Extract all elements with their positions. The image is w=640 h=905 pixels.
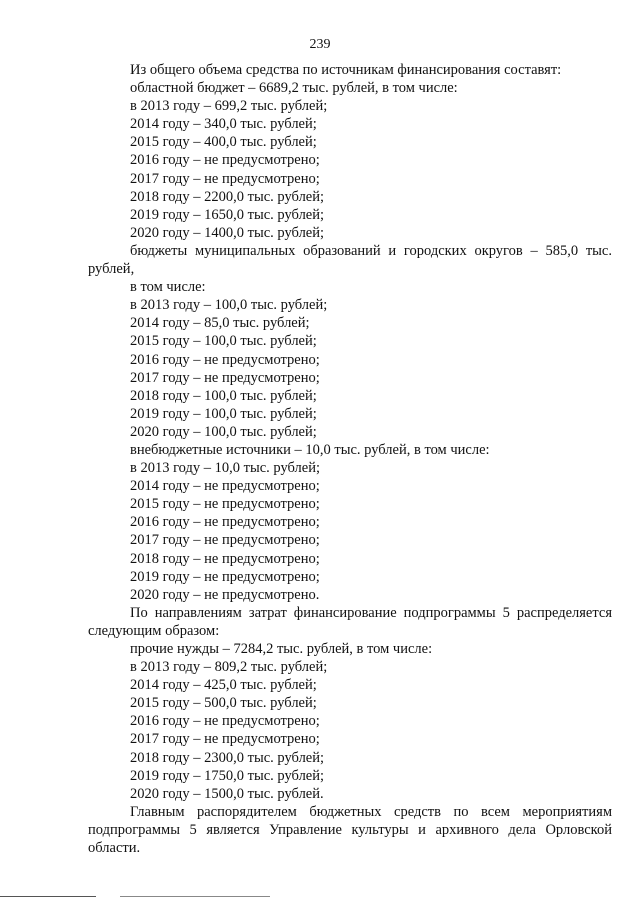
text-line: 2015 году – 400,0 тыс. рублей;	[130, 134, 317, 151]
text-line: 2020 году – 100,0 тыс. рублей;	[130, 423, 317, 440]
text-line: областной бюджет – 6689,2 тыс. рублей, в том числе:	[130, 80, 458, 97]
page-number: 239	[309, 37, 331, 52]
text-line: 2017 году – не предусмотрено;	[130, 731, 320, 748]
text-line: в 2013 году – 809,2 тыс. рублей;	[130, 659, 328, 676]
text-line: 2017 году – не предусмотрено;	[130, 170, 320, 187]
text-line: 2018 году – 2200,0 тыс. рублей;	[130, 188, 325, 205]
text-line: 2019 году – 1750,0 тыс. рублей;	[130, 767, 325, 784]
paragraph-cost-directions: По направлениям затрат финансирование подпрограммы 5 распределяется следующим образом:	[88, 604, 612, 639]
text-line: Из общего объема средства по источникам финансирования составят:	[130, 62, 562, 78]
text-line: 2016 году – не предусмотрено;	[130, 351, 320, 368]
text-line: 2014 году – 85,0 тыс. рублей;	[130, 315, 310, 332]
text-line: 2015 году – 100,0 тыс. рублей;	[130, 333, 317, 350]
text-line: 2016 году – не предусмотрено;	[130, 514, 320, 531]
text-line: в 2013 году – 100,0 тыс. рублей;	[130, 297, 328, 314]
text-line: 2014 году – 340,0 тыс. рублей;	[130, 116, 317, 133]
text-line: 2016 году – не предусмотрено;	[130, 152, 320, 169]
text-line: 2017 году – не предусмотрено;	[130, 532, 320, 549]
document-body	[88, 61, 612, 857]
text-line: 2014 году – 425,0 тыс. рублей;	[130, 677, 317, 694]
text-line: 2020 году – 1400,0 тыс. рублей;	[130, 224, 325, 241]
text-line: 2019 году – не предусмотрено;	[130, 568, 320, 585]
text-line: 2020 году – не предусмотрено.	[130, 586, 320, 603]
text-line: 2020 году – 1500,0 тыс. рублей.	[130, 785, 324, 802]
text-line: 2017 году – не предусмотрено;	[130, 369, 320, 386]
text-line: 2015 году – не предусмотрено;	[130, 496, 320, 513]
text-line: в 2013 году – 699,2 тыс. рублей;	[130, 98, 328, 115]
paragraph-chief-manager: Главным распорядителем бюджетных средств по всем мероприятиям подпрограммы 5 является Управление культуры и архивного дела Орловской области.	[88, 803, 612, 857]
text-line: 2018 году – 100,0 тыс. рублей;	[130, 387, 317, 404]
text-line: 2014 году – не предусмотрено;	[130, 478, 320, 495]
text-line: в 2013 году – 10,0 тыс. рублей;	[130, 460, 321, 477]
scan-edge-line	[0, 896, 96, 897]
text-line: 2019 году – 100,0 тыс. рублей;	[130, 405, 317, 422]
text-line: 2016 году – не предусмотрено;	[130, 713, 320, 730]
text-line: 2018 году – 2300,0 тыс. рублей;	[130, 749, 325, 766]
text-line: 2015 году – 500,0 тыс. рублей;	[130, 695, 317, 712]
text-line: внебюджетные источники – 10,0 тыс. рублей, в том числе:	[130, 441, 490, 458]
paragraph-municipal-budgets: бюджеты муниципальных образований и городских округов – 585,0 тыс. рублей,	[88, 242, 612, 278]
text-line: прочие нужды – 7284,2 тыс. рублей, в том числе:	[130, 641, 433, 657]
text-line: 2019 году – 1650,0 тыс. рублей;	[130, 206, 325, 223]
scan-edge-line	[120, 896, 270, 897]
text-line: в том числе:	[130, 279, 206, 296]
text-line: 2018 году – не предусмотрено;	[130, 550, 320, 567]
